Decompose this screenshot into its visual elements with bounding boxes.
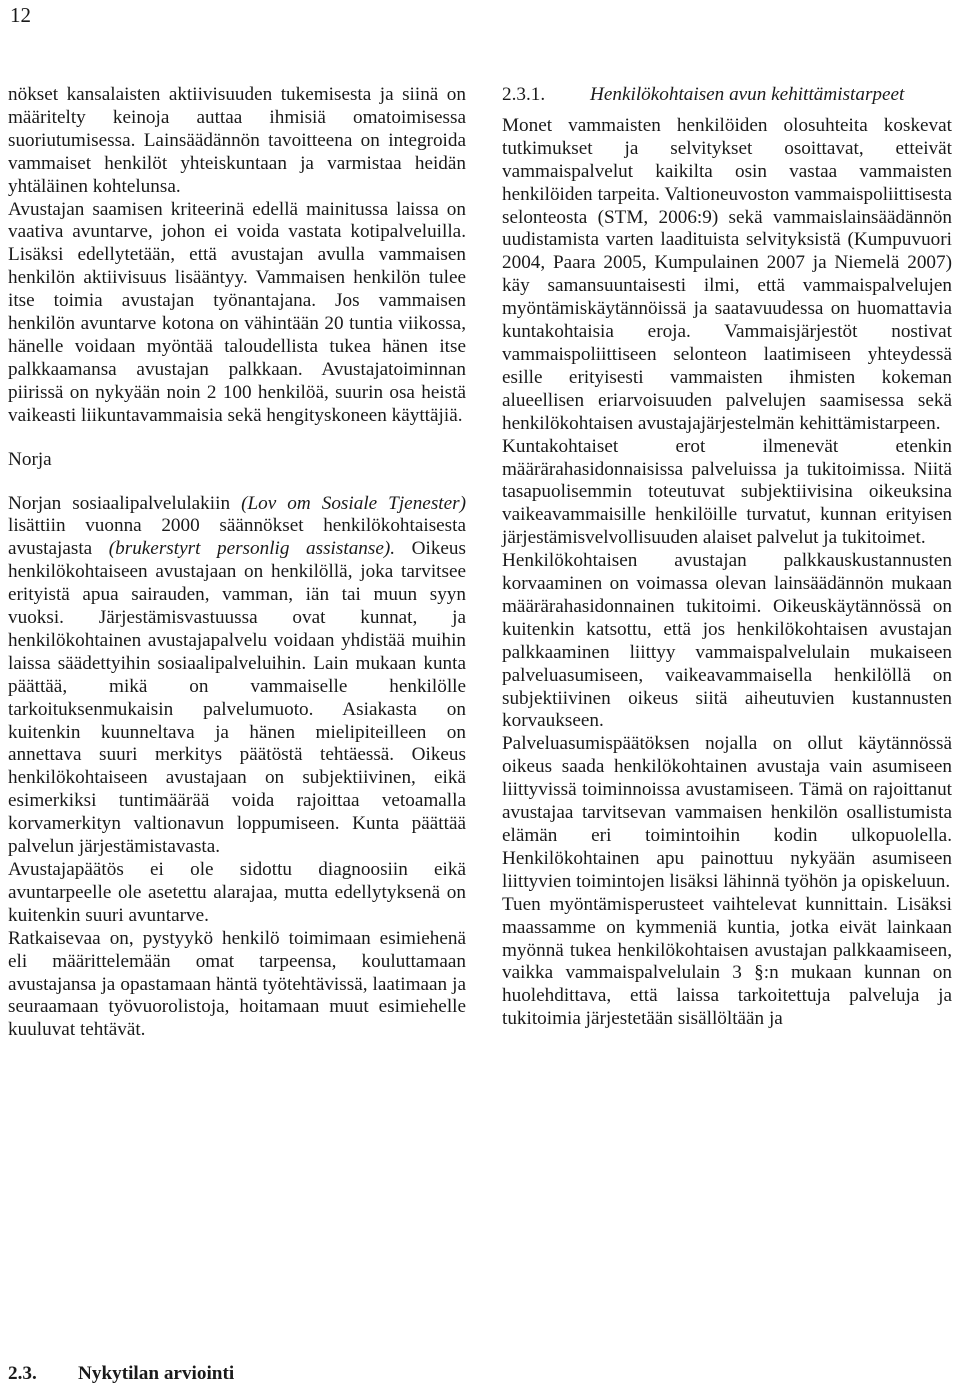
paragraph: Tuen myöntämisperusteet vaihtelevat kunnittain. Lisäksi maassamme on kymmeniä kuntia, jotka eivät lainkaan myönnä tukea henkilökohtaisen avustajan palkkaamiseen, vaikka vammaispalvelulain 3 §:n mukaan kunnan on huolehdittava, että laissa tarkoitettuja palveluja ja tukitoimia järjestetään sisällöltään ja [502, 893, 952, 1030]
paragraph: nökset kansalaisten aktiivisuuden tukemisesta ja siinä on määritelty keinoja auttaa ihmisiä omatoimisessa suoriutumisessa. Lainsäädännön tavoitteena on integroida vammaiset henkilöt yhteiskuntaan ja varmistaa heidän yhtäläinen kohtelunsa. [8, 84, 466, 197]
paragraph: Palveluasumispäätöksen nojalla on ollut käytännössä oikeus saada henkilökohtainen avustaja vain asumiseen liittyvissä toiminnoissa avustamiseen. Tämä on rajoittanut avustajaa tarvitsevan vammaisen henkilön osallistumista elämän eri toimintoihin kodin ulkopuolella. Henkilökohtainen apu painottuu nykyään asumiseen liittyvien toimintojen lisäksi lähinnä työhön ja opiskeluun. [502, 733, 952, 892]
section-title [8, 1363, 234, 1385]
norja-heading: Norja [8, 448, 52, 470]
law-name-italic: (Lov om Sosiale Tjenester) [241, 492, 466, 514]
paragraph: Avustajan saamisen kriteerinä edellä mainitussa laissa on vaativa avuntarve, johon ei voida vastata kotipalveluilla. Lisäksi edellytetään, että avustajan avulla vammaisen henkilön aktiivisuus lisääntyy. Vammaisen henkilön tulee itse toimia avustajan työnantajana. Jos vammaisen henkilön avuntarve kotona on vähintään 20 tuntia viikossa, hänelle voidaan myöntää taloudellista tukea hänen itse palkkaamansa avustajan palkkaan. Avustajatoiminnan piirissä on nykyään noin 2 100 henkilöä, suurin osa heistä vaikeasti liikuntavammaisia sekä hengityskoneen käyttäjiä. [8, 198, 466, 426]
paragraph: Kuntakohtaiset erot ilmenevät etenkin määrärahasidonnaisissa palveluissa ja tukitoimissa. Niitä tasapuolisemmin toteutuvat subjektiivisina oikeuksina vaikeavammaisille henkilöille turvatut, kunnan erityisen järjestämisvelvollisuuden alaiset palvelut ja tukitoimet. [502, 435, 952, 549]
subsection-title: Henkilökohtaisen avun kehittämistarpeet [590, 84, 905, 105]
paragraph: Monet vammaisten henkilöiden olosuhteita koskevat tutkimukset ja selvitykset osoittavat, etteivät vammaispalvelut kaikilta osin vastaa vammaisten henkilöiden tarpeita. Valtioneuvoston vammaispoliittisesta selonteosta (STM, 2006:9) sekä vammaislainsäädännön uudistamista varten laadituista selvityksistä (Kumpuvuori 2004, Paara 2005, Kumpulainen 2007 ja Niemelä 2007) käy samansuuntaisesti ilmi, että vammaispalvelujen myöntämiskäytännöissä ja saatavuudessa on huomattavia kuntakohtaisia eroja. Vammaisjärjestöt nostivat vammaispoliittiseen selonteon laatimiseen yhteydessä esille erityisesti vammaisten ihmisten kokeman alueellisen eriarvoisuuden palvelujen saamisessa sekä henkilökohtaisen avustajajärjestelmän kehittämistarpeen. [502, 114, 952, 434]
norja-paragraph: Norjan sosiaalipalvelulakiin (Lov om Sosiale Tjenester) lisättiin vuonna 2000 säännökset henkilökohtaisesta avustajasta (brukerstyrt personlig assistanse). Oikeus henkilökohtaiseen avustajaan on henkilöllä, joka tarvitsee erityistä apua sairauden, vamman, iän tai muun syyn vuoksi. Järjestämisvastuussa ovat kunnat, ja henkilökohtainen avustajapalvelu voidaan yhdistää muihin laissa säädettyihin sosiaalipalveluihin. Lain mukaan kunta päättää, mikä on vammaiselle henkilölle tarkoituksenmukaisin palvelumuoto. Asiakasta on kuitenkin kuunneltava ja hänen mielipiteilleen on annettava suuri merkitys päätöstä tehtäessä. Oikeus henkilökohtaiseen avustajaan on subjektiivinen, eikä esimerkiksi tuntimäärää voida rajoittaa vetoamalla korvamerkityn valtionavun loppumiseen. Kunta päättää palvelun järjestämistavasta. [8, 492, 466, 858]
page-number: 12 [10, 3, 31, 27]
paragraph: Ratkaisevaa on, pystyykö henkilö toimimaan esimiehenä eli määrittelemään omat tarpeensa, kouluttamaan avustajansa ja opastamaan häntä työtehtävissä, laatimaan ja seuraamaan työvuorolistoja, hoitamaan muut esimiehelle kuuluvat tehtävät. [8, 927, 466, 1041]
subsection-heading [502, 84, 952, 107]
subsection-number: 2.3.1. [502, 84, 546, 105]
section-number: 2.3. [8, 1363, 37, 1384]
section-title-text: Nykytilan arviointi [78, 1363, 235, 1384]
paragraph: Avustajapäätös ei ole sidottu diagnoosiin eikä avuntarpeelle ole asetettu alarajaa, mutta edellytyksenä on kuitenkin suuri avuntarve. [8, 859, 466, 926]
paragraph: Henkilökohtaisen avustajan palkkauskustannusten korvaaminen on voimassa olevan lainsäädännön mukaan määrärahasidonnainen tukitoimi. Oikeuskäytännössä on kuitenkin katsottu, että jos henkilökohtaisen avustajan palkkaaminen liittyy vammaispalvelulain mukaiseen palveluasumiseen, vaikeavammaisella henkilöllä on subjektiivinen oikeus siitä aiheutuvien kustannusten korvaukseen. [502, 550, 952, 732]
right-column [502, 84, 952, 1031]
left-column [8, 84, 466, 1042]
term-italic: (brukerstyrt personlig assistanse). [108, 538, 396, 560]
